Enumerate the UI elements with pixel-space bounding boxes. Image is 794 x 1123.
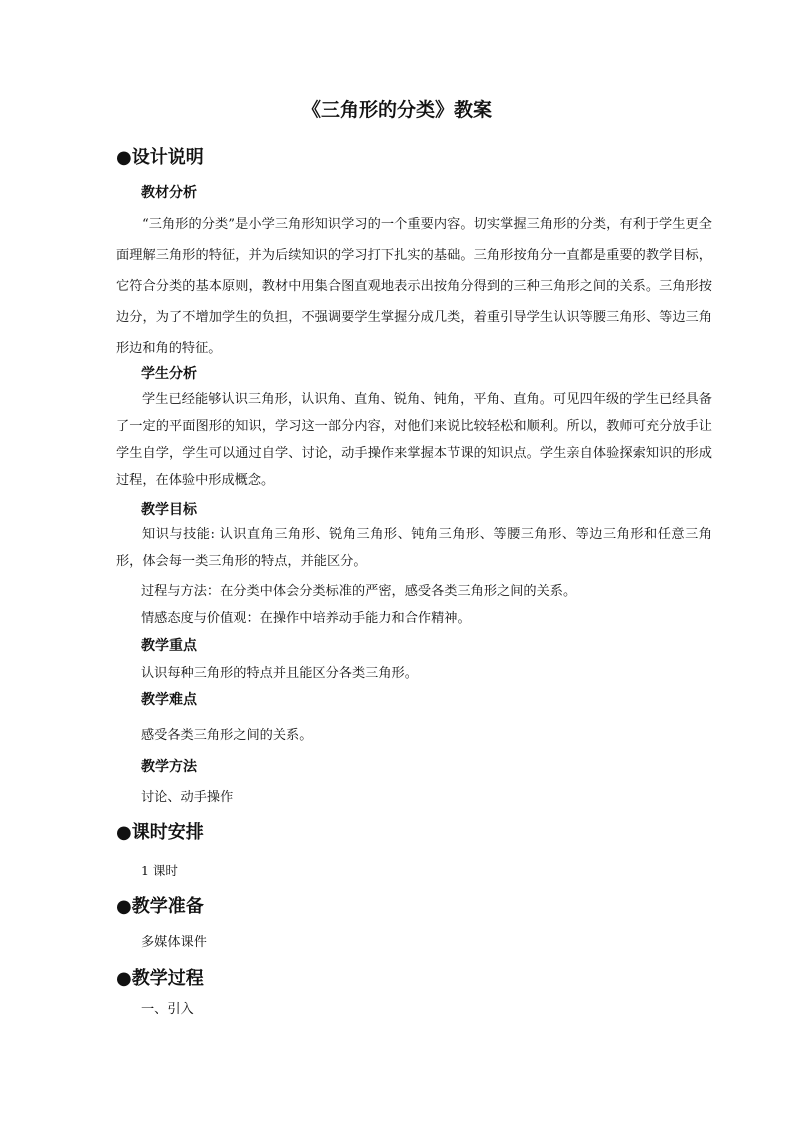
section-heading-schedule: ●课时安排 — [116, 822, 204, 843]
section-heading-preparation: ●教学准备 — [116, 896, 204, 917]
goal-process-method: 过程与方法：在分类中体会分类标准的严密，感受各类三角形之间的关系。 — [141, 584, 577, 599]
key-points-text: 认识每种三角形的特点并且能区分各类三角形。 — [141, 666, 418, 681]
subheading-student-analysis: 学生分析 — [141, 366, 197, 382]
schedule-text: 1 课时 — [141, 863, 178, 878]
subheading-teaching-goals: 教学目标 — [141, 502, 197, 518]
goal-emotion-values: 情感态度与价值观：在操作中培养动手能力和合作精神。 — [141, 611, 471, 626]
subheading-material-analysis: 教材分析 — [141, 185, 197, 201]
subheading-key-points: 教学重点 — [141, 638, 197, 654]
section-heading-design: ●设计说明 — [116, 147, 204, 168]
paragraph-goal-knowledge: 知识与技能: 认识直角三角形、锐角三角形、钝角三角形、等腰三角形、等边三角形和任意三角形，体会每一类三角形的特点，并能区分。 — [116, 527, 712, 569]
preparation-text: 多媒体课件 — [141, 935, 207, 950]
paragraph-student-analysis: 学生已经能够认识三角形，认识角、直角、锐角、钝角，平角、直角。可见四年级的学生已经具备了一定的平面图形的知识，学习这一部分内容，对他们来说比较轻松和顺利。所以，教师可充分放手让学生自学，学生可以通过自学、讨论，动手操作来掌握本节课的知识点。学生亲自体验探索知识的形成过程，在体验中形成概念。 — [116, 392, 712, 488]
page-title: 《三角形的分类》教案 — [301, 99, 492, 121]
subheading-difficulties: 教学难点 — [141, 692, 197, 708]
process-step-intro: 一、引入 — [141, 1002, 194, 1017]
paragraph-material-analysis: “三角形的分类”是小学三角形知识学习的一个重要内容。切实掌握三角形的分类，有利于学生更全面理解三角形的特征，并为后续知识的学习打下扎实的基础。三角形按角分一直都是重要的教学目标，它符合分类的基本原则，教材中用集合图直观地表示出按角分得到的三种三角形之间的关系。三角形按边分，为了不增加学生的负担，不强调要学生掌握分成几类，着重引导学生认识等腰三角形、等边三角形边和角的特征。 — [116, 217, 712, 356]
subheading-teaching-method: 教学方法 — [141, 759, 197, 775]
teaching-method-text: 讨论、动手操作 — [141, 790, 234, 805]
section-heading-process: ●教学过程 — [116, 968, 204, 989]
difficulties-text: 感受各类三角形之间的关系。 — [141, 728, 313, 743]
